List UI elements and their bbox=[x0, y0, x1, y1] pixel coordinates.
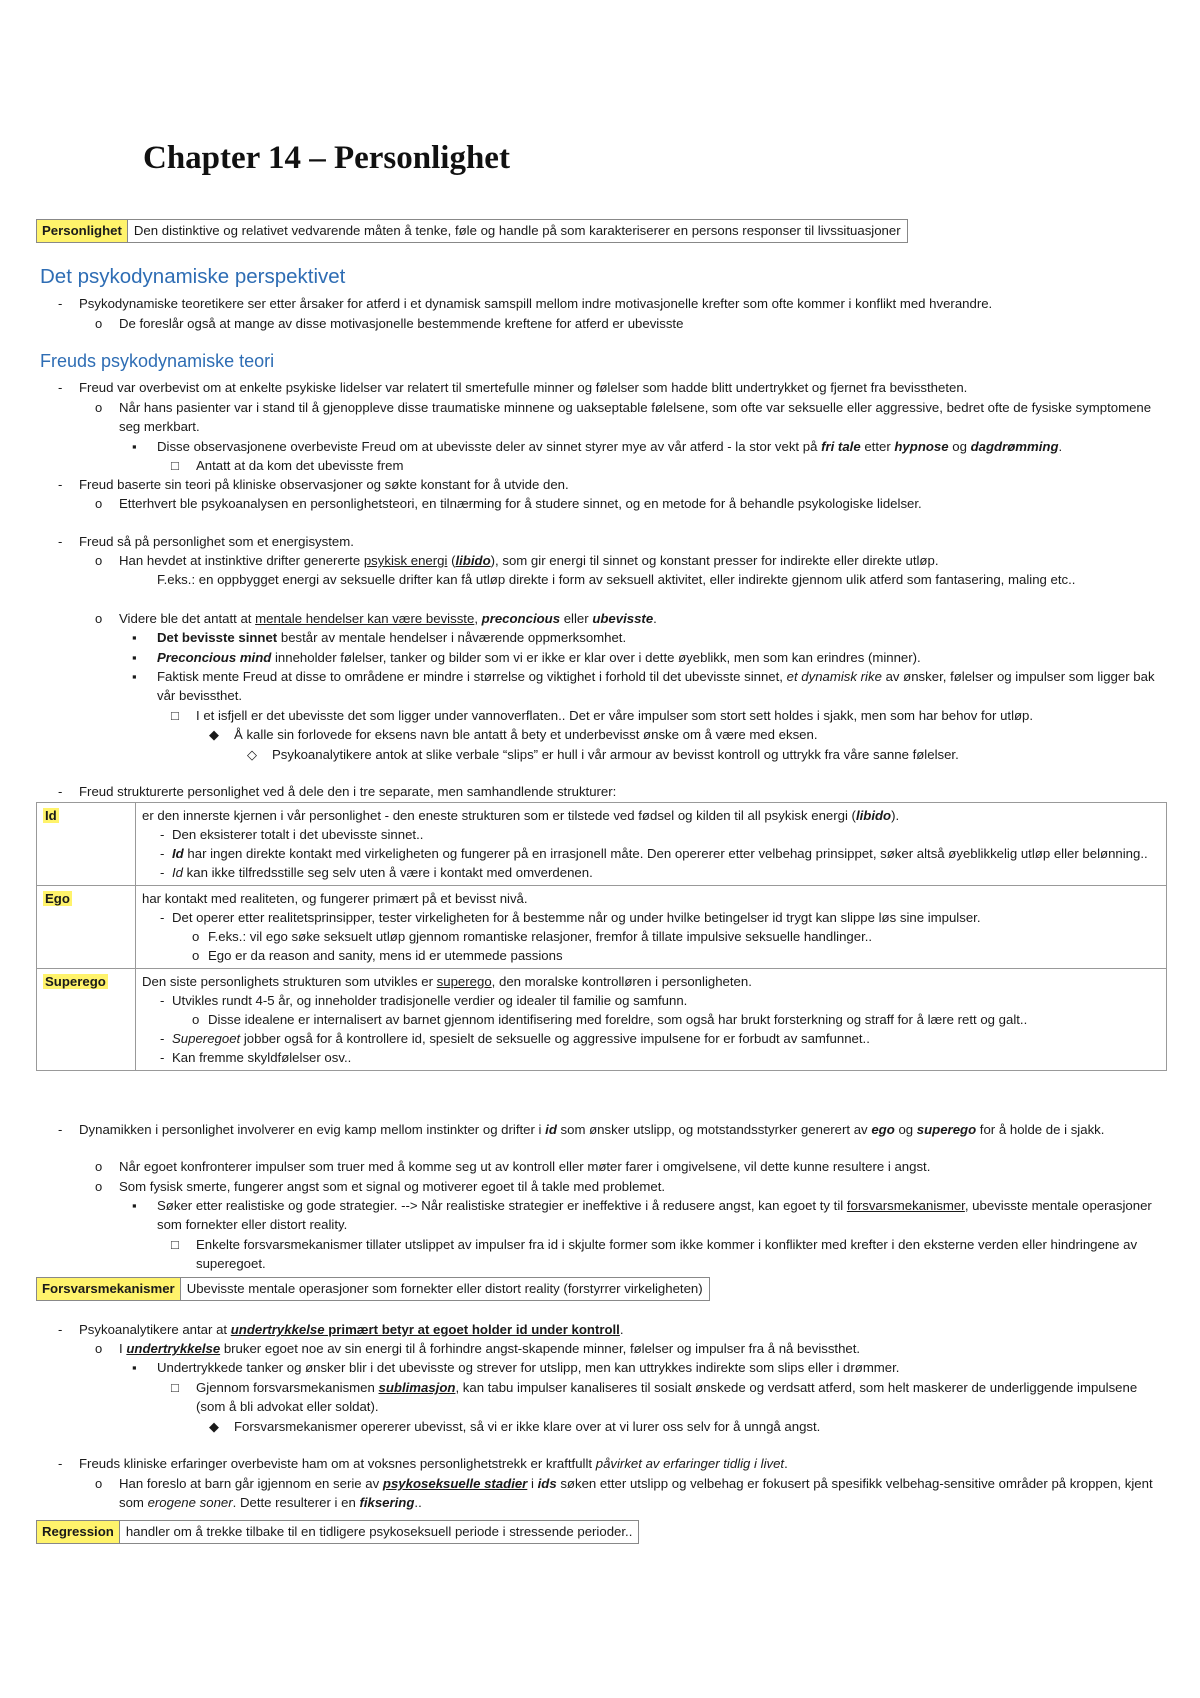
bullet-marker: □ bbox=[171, 1380, 179, 1395]
bullet-marker: ▪ bbox=[132, 1198, 137, 1213]
text-line: Psykoanalytikere antok at slike verbale “slips” er hull i vår armour av bevisst kontroll og uttrykk fra våre sanne følelser. bbox=[272, 747, 959, 762]
text-run: id bbox=[545, 1122, 557, 1137]
bullet-marker: - bbox=[58, 1122, 63, 1137]
bullet-marker: o bbox=[95, 1341, 103, 1356]
text-run: dagdrømming bbox=[970, 439, 1059, 454]
bullet-marker: o bbox=[95, 1179, 103, 1194]
definition-regression bbox=[36, 1520, 639, 1544]
text-run: Ego er da reason and sanity, mens id er utemmede passions bbox=[208, 948, 563, 963]
bullet-marker: □ bbox=[171, 708, 179, 723]
text-line bbox=[119, 1339, 860, 1358]
text-run: Preconcious mind bbox=[157, 650, 272, 665]
text-run: Den eksisterer totalt i det ubevisste sinnet.. bbox=[172, 827, 424, 842]
bullet-marker: o bbox=[95, 316, 103, 331]
bullet-marker: ◇ bbox=[247, 747, 257, 762]
definition-term: Personlighet bbox=[37, 220, 128, 242]
text-run: i bbox=[527, 1476, 538, 1491]
list-item bbox=[142, 991, 1160, 1010]
structure-description bbox=[142, 972, 1160, 991]
text-run: Disse idealene er internalisert av barnet gjennom identifisering med foreldre, som også har brukt forsterkning og straff for å lære rett og galt.. bbox=[208, 1012, 1028, 1027]
definition-text: handler om å trekke tilbake til en tidligere psykoseksuell periode i stressende perioder.. bbox=[125, 1524, 633, 1539]
structure-description: har kontakt med realiteten, og fungerer primært på et bevisst nivå. bbox=[142, 891, 528, 906]
text-line: De foreslår også at mange av disse motivasjonelle bestemmende kreftene for atferd er ubevisste bbox=[119, 316, 684, 331]
text-line: Enkelte forsvarsmekanismer tillater utslippet av impulser fra id i skjulte former som ikke kommer i konflikter med krefter i den eksterne verden eller hindringene av superegoet. bbox=[196, 1237, 1138, 1271]
text-run: Den siste personlighets strukturen som utvikles er bbox=[142, 974, 437, 989]
page-title: Chapter 14 – Personlighet bbox=[143, 140, 510, 176]
table-cell-description bbox=[136, 886, 1167, 969]
text-run: kan ikke tilfredsstille seg selv uten å være i kontakt med omverdenen. bbox=[183, 865, 593, 880]
bullet-marker: o bbox=[95, 496, 103, 511]
definition-text: Den distinktive og relativet vedvarende måten å tenke, føle og handle på som karakteriserer en persons responser til livssituasjoner bbox=[133, 223, 901, 238]
text-run: fri tale bbox=[821, 439, 861, 454]
bullet-marker: ▪ bbox=[132, 1360, 137, 1375]
text-run: preconcious bbox=[481, 611, 561, 626]
bullet-marker: - bbox=[58, 1322, 63, 1337]
text-run: Han foreslo at barn går igjennom en serie av bbox=[119, 1476, 383, 1491]
text-run: , den moralske kontrolløren i personligheten. bbox=[491, 974, 752, 989]
bullet-marker: ▪ bbox=[132, 669, 137, 684]
text-run: har ingen direkte kontakt med virkeligheten og fungerer på en irrasjonell måte. Den opererer etter velbehag prinsippet, søker altså øyeblikkelig utløp eller belønning.. bbox=[183, 846, 1148, 861]
bullet-marker: ▪ bbox=[132, 439, 137, 454]
text-run: Han hevdet at instinktive drifter genererte bbox=[119, 553, 364, 568]
text-run: Superegoet bbox=[172, 1031, 241, 1046]
bullet-marker: - bbox=[58, 296, 63, 311]
structure-description bbox=[142, 806, 1160, 825]
text-run: . Dette resulterer i en bbox=[232, 1495, 360, 1510]
text-run: Faktisk mente Freud at disse to områdene er mindre i størrelse og viktighet i forhold til det ubevisste sinnet, bbox=[157, 669, 787, 684]
text-run: .. bbox=[414, 1495, 422, 1510]
table-cell-description bbox=[136, 969, 1167, 1071]
bullet-marker: o bbox=[95, 1159, 103, 1174]
list-item bbox=[142, 1029, 1160, 1048]
bullet-marker: - bbox=[160, 910, 165, 925]
text-run: Freuds kliniske erfaringer overbeviste ham om at voksnes personlighetstrekk er kraftfullt bbox=[79, 1456, 596, 1471]
text-line: Som fysisk smerte, fungerer angst som et signal og motiverer egoet til å takle med problemet. bbox=[119, 1179, 666, 1194]
list-item bbox=[142, 946, 1160, 965]
bullet-marker: - bbox=[58, 784, 63, 799]
text-run: er den innerste kjernen i vår personlighet - den eneste strukturen som er tilstede ved fødsel og kilden til all psykisk energi ( bbox=[142, 808, 856, 823]
text-run: ego bbox=[871, 1122, 895, 1137]
text-line bbox=[79, 1320, 624, 1339]
text-run: Gjennom forsvarsmekanismen bbox=[196, 1380, 379, 1395]
text-run: ( bbox=[447, 553, 456, 568]
text-run: sublimasjon bbox=[378, 1380, 456, 1395]
bullet-marker: o bbox=[192, 948, 200, 963]
bullet-marker: - bbox=[58, 534, 63, 549]
text-run: Id bbox=[172, 865, 183, 880]
text-line bbox=[79, 1454, 788, 1473]
text-line: Når hans pasienter var i stand til å gjenoppleve disse traumatiske minnene og uakseptable følelsene, som ofte var seksuelle eller aggressive, bedret ofte de fysiske symptomene seg merkbart. bbox=[119, 400, 1152, 434]
text-run: jobber også for å kontrollere id, spesielt de seksuelle og aggressive impulsene for er forbudt av samfunnet.. bbox=[240, 1031, 870, 1046]
text-run: inneholder følelser, tanker og bilder som vi er ikke er klar over i dette øyeblikk, men som kan erindres (minner). bbox=[271, 650, 921, 665]
bullet-marker: - bbox=[160, 865, 165, 880]
definition-personlighet bbox=[36, 219, 908, 243]
text-line bbox=[196, 1378, 1161, 1416]
bullet-marker: o bbox=[95, 553, 103, 568]
text-run: Disse observasjonene overbeviste Freud om at ubevisste deler av sinnet styrer mye av vår atferd - la stor vekt på bbox=[157, 439, 822, 454]
structure-term-ego: Ego bbox=[45, 891, 70, 906]
text-run: superego bbox=[916, 1122, 977, 1137]
list-item bbox=[142, 927, 1160, 946]
text-line: Undertrykkede tanker og ønsker blir i det ubevisste og strever for utslipp, men kan uttrykkes indirekte som slips eller i drømmer. bbox=[157, 1360, 900, 1375]
text-line: Å kalle sin forlovede for eksens navn ble antatt å bety et underbevisst ønske om å være med eksen. bbox=[234, 727, 818, 742]
section-heading-psykodynamiske: Det psykodynamiske perspektivet bbox=[40, 265, 346, 288]
bullet-marker: ▪ bbox=[132, 650, 137, 665]
table-cell-term bbox=[37, 803, 136, 886]
text-run: I bbox=[119, 1341, 127, 1356]
bullet-marker: ◆ bbox=[209, 727, 219, 742]
text-line: Forsvarsmekanismer opererer ubevisst, så vi er ikke klare over at vi lurer oss selv for å unngå angst. bbox=[234, 1419, 821, 1434]
text-run: superego bbox=[436, 974, 492, 989]
text-run: og bbox=[948, 439, 971, 454]
text-line bbox=[79, 1120, 1169, 1139]
text-run: Kan fremme skyldfølelser osv.. bbox=[172, 1050, 352, 1065]
text-run: av ønsker, følelser og impulser som ligger bak vår bevissthet. bbox=[157, 669, 1155, 703]
bullet-marker: - bbox=[58, 1456, 63, 1471]
text-run: og bbox=[894, 1122, 917, 1137]
text-run: påvirket av erfaringer tidlig i livet bbox=[595, 1456, 785, 1471]
text-run: mentale hendelser kan være bevisste bbox=[255, 611, 475, 626]
text-run: Id bbox=[172, 846, 184, 861]
text-line: Psykodynamiske teoretikere ser etter årsaker for atferd i et dynamisk samspill mellom indre motivasjonelle krefter som ofte kommer i konflikt med hverandre. bbox=[79, 296, 993, 311]
text-line bbox=[119, 1474, 1169, 1512]
list-item bbox=[142, 1010, 1160, 1029]
list-item bbox=[142, 863, 1160, 882]
text-run: , kan tabu impulser kanaliseres til sosialt ønskede og verdsatt atferd, som helt maskerer de underliggende impulsene (som å bli advokat eller soldat). bbox=[196, 1380, 1138, 1414]
structure-term-id: Id bbox=[45, 808, 57, 823]
definition-term: Regression bbox=[37, 1521, 120, 1543]
bullet-marker: - bbox=[160, 1050, 165, 1065]
text-run: Det operer etter realitetsprinsipper, tester virkeligheten for å bestemme når og under hvilke betingelser id trygt kan slippe løs sine impulser. bbox=[172, 910, 981, 925]
bullet-marker: - bbox=[160, 846, 165, 861]
text-run: primært betyr at egoet holder id under kontroll bbox=[324, 1322, 620, 1337]
text-run: Dynamikken i personlighet involverer en evig kamp mellom instinkter og drifter i bbox=[79, 1122, 546, 1137]
text-run: . bbox=[653, 611, 657, 626]
list-item bbox=[142, 908, 1160, 927]
text-run: Videre ble det antatt at bbox=[119, 611, 256, 626]
text-run: Søker etter realistiske og gode strategier. --> Når realistiske strategier er ineffektive i å redusere angst, kan egoet ty til bbox=[157, 1198, 847, 1213]
bullet-marker: - bbox=[58, 477, 63, 492]
text-run: ). bbox=[891, 808, 900, 823]
definition-text: Ubevisste mentale operasjoner som fornekter eller distort reality (forstyrrer virkeligheten) bbox=[186, 1281, 703, 1296]
text-run: forsvarsmekanismer bbox=[846, 1198, 965, 1213]
bullet-marker: ◆ bbox=[209, 1419, 219, 1434]
table-cell-term bbox=[37, 969, 136, 1071]
text-run: erogene soner bbox=[147, 1495, 233, 1510]
section-heading-freud: Freuds psykodynamiske teori bbox=[40, 351, 275, 371]
bullet-marker: □ bbox=[171, 458, 179, 473]
text-run: libido bbox=[855, 808, 892, 823]
bullet-marker: o bbox=[95, 611, 103, 626]
list-item bbox=[142, 844, 1160, 863]
definition-term: Forsvarsmekanismer bbox=[37, 1278, 181, 1300]
text-line: Freud var overbevist om at enkelte psykiske lidelser var relatert til smertefulle minner og følelser som hadde blitt undertrykket og fjernet fra bevisstheten. bbox=[79, 380, 968, 395]
text-run: libido bbox=[455, 553, 491, 568]
text-line: F.eks.: en oppbygget energi av seksuelle drifter kan få utløp direkte i form av seksuell aktivitet, eller indirekte gjennom ulik atferd som fantasering, maling etc.. bbox=[157, 572, 1076, 587]
bullet-marker: - bbox=[160, 827, 165, 842]
table-row bbox=[37, 969, 1167, 1071]
text-run: bruker egoet noe av sin energi til å forhindre angst-skapende minner, følelser og impulser fra å nå bevissthet. bbox=[220, 1341, 861, 1356]
text-line: Freud strukturerte personlighet ved å dele den i tre separate, men samhandlende strukturer: bbox=[79, 784, 617, 799]
text-line bbox=[157, 1196, 1157, 1234]
text-line bbox=[157, 667, 1172, 705]
text-line bbox=[119, 609, 657, 628]
text-line: Antatt at da kom det ubevisste frem bbox=[196, 458, 404, 473]
text-run: består av mentale hendelser i nåværende oppmerksomhet. bbox=[277, 630, 627, 645]
text-run: etter bbox=[860, 439, 895, 454]
bullet-marker: - bbox=[160, 993, 165, 1008]
text-run: . bbox=[784, 1456, 788, 1471]
text-line bbox=[157, 628, 626, 647]
bullet-marker: o bbox=[95, 400, 103, 415]
text-line: Når egoet konfronterer impulser som truer med å komme seg ut av kontroll eller møter farer i omgivelsene, vil dette kunne resultere i angst. bbox=[119, 1159, 931, 1174]
text-line bbox=[157, 437, 1062, 456]
text-run: psykoseksuelle stadier bbox=[382, 1476, 528, 1491]
text-run: ids bbox=[537, 1476, 557, 1491]
text-run: hypnose bbox=[894, 439, 949, 454]
bullet-marker: o bbox=[192, 929, 200, 944]
text-run: . bbox=[1058, 439, 1063, 454]
list-item bbox=[142, 1048, 1160, 1067]
table-cell-term bbox=[37, 886, 136, 969]
text-run: undertrykkelse bbox=[230, 1322, 325, 1337]
text-run: . bbox=[619, 1322, 624, 1337]
text-line: Freud baserte sin teori på kliniske observasjoner og søkte konstant for å utvide den. bbox=[79, 477, 569, 492]
table-cell-description bbox=[136, 803, 1167, 886]
text-run: , bbox=[474, 611, 482, 626]
text-run: undertrykkelse bbox=[126, 1341, 221, 1356]
text-run: , ubevisste mentale operasjoner som fornekter eller distort reality. bbox=[157, 1198, 1152, 1232]
bullet-marker: ▪ bbox=[132, 630, 137, 645]
bullet-marker: - bbox=[58, 380, 63, 395]
text-run: eller bbox=[560, 611, 593, 626]
text-line: I et isfjell er det ubevisste det som ligger under vannoverflaten.. Det er våre impulser som stort sett holdes i sjakk, men som har behov for utløp. bbox=[196, 708, 1034, 723]
text-run: som ønsker utslipp, og motstandsstyrker generert av bbox=[556, 1122, 872, 1137]
text-line bbox=[157, 648, 921, 667]
table-row bbox=[37, 803, 1167, 886]
structure-term-superego: Superego bbox=[45, 974, 106, 989]
text-run: F.eks.: vil ego søke seksuelt utløp gjennom romantiske relasjoner, fremfor å tillate impulsive seksuelle handlinger.. bbox=[208, 929, 873, 944]
text-line: Freud så på personlighet som et energisystem. bbox=[79, 534, 354, 549]
personality-structures-table bbox=[36, 802, 1167, 1071]
bullet-marker: o bbox=[95, 1476, 103, 1491]
text-run: ubevisste bbox=[592, 611, 654, 626]
text-run: psykisk energi bbox=[363, 553, 448, 568]
definition-forsvarsmekanismer bbox=[36, 1277, 710, 1301]
text-run: Det bevisste sinnet bbox=[157, 630, 278, 645]
text-run: søken etter utslipp og velbehag er fokusert på spesifikk velbehag-sensitive områder på kroppen, kjent som bbox=[119, 1476, 1153, 1510]
text-run: fiksering bbox=[359, 1495, 415, 1510]
bullet-marker: - bbox=[160, 1031, 165, 1046]
list-item bbox=[142, 825, 1160, 844]
text-run: ), som gir energi til sinnet og konstant presser for indirekte eller direkte utløp. bbox=[490, 553, 939, 568]
text-line: Etterhvert ble psykoanalysen en personlighetsteori, en tilnærming for å studere sinnet, og en metode for å behandle psykologiske lidelser. bbox=[119, 496, 922, 511]
text-run: Psykoanalytikere antar at bbox=[79, 1322, 231, 1337]
bullet-marker: o bbox=[192, 1012, 200, 1027]
text-line bbox=[119, 551, 938, 570]
table-row bbox=[37, 886, 1167, 969]
text-run: et dynamisk rike bbox=[786, 669, 882, 684]
text-run: Utvikles rundt 4-5 år, og inneholder tradisjonelle verdier og idealer til familie og samfunn. bbox=[172, 993, 688, 1008]
bullet-marker: □ bbox=[171, 1237, 179, 1252]
text-run: for å holde de i sjakk. bbox=[976, 1122, 1105, 1137]
